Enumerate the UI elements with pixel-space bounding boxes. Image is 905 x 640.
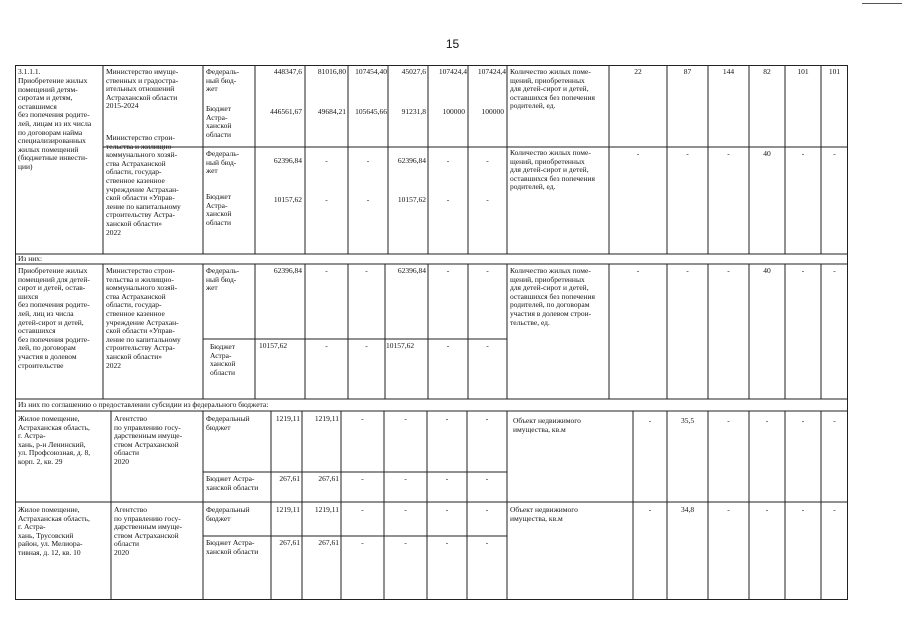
indicator-value: - [727, 506, 730, 514]
amount-cell: 10157,62 [259, 342, 288, 350]
amount-cell: 10157,62 [273, 196, 302, 204]
measure-name: Приобретение жилых помещений детям- сиротам и детям, оставшимся без попечения родите- лей, лицам из их числа по договорам найма специализированных жилых помещений (бюджетные инвести- ции) [18, 77, 92, 171]
source-federal-label: Федераль- ный бюд- жет [206, 267, 240, 293]
amount-cell: 1219,11 [314, 506, 339, 514]
indicator-value: - [833, 267, 836, 275]
amount-cell: 100000 [481, 108, 504, 116]
amount-cell: - [361, 539, 364, 547]
amount-cell: 107424,4 [438, 68, 467, 76]
indicator-value: 82 [763, 68, 771, 76]
amount-cell: - [445, 506, 449, 514]
indicator-value: - [648, 417, 652, 425]
indicator-value: - [727, 267, 730, 275]
amount-cell: - [325, 267, 328, 275]
amount-cell: - [486, 267, 489, 275]
amount-cell: 267,61 [318, 475, 339, 483]
amount-cell: - [485, 506, 489, 514]
amount-cell: 49684,21 [317, 108, 346, 116]
amount-cell: - [486, 157, 489, 165]
amount-cell: - [361, 415, 364, 423]
amount-cell: - [325, 342, 328, 350]
property-address: Жилое помещение, Астраханская область, г. Астра- хань, р-н Ленинский, ул. Профсоюзная, д. 8, корп. 2, кв. 29 [18, 415, 91, 466]
amount-cell: 62396,84 [397, 267, 426, 275]
amount-cell: 100000 [442, 108, 465, 116]
amount-cell: 448347,6 [273, 68, 302, 76]
amount-cell: 45027,6 [401, 68, 426, 76]
indicator-text: Количество жилых поме- щений, приобретенных для детей-сирот и детей, оставшихся без попечения родителей, по договорам участия в долевом строи- тельстве, ед. [510, 267, 595, 327]
indicator-text: Количество жилых поме- щений, приобретенных для детей-сирот и детей, оставшихся без попечения родителей, ед. [510, 149, 595, 192]
indicator-value: - [686, 150, 689, 158]
amount-cell: 81016,80 [317, 68, 346, 76]
page-corner-mark [862, 3, 902, 4]
indicator-value: - [833, 150, 836, 158]
executor-property-ministry: Министерство имуще- ственных и градостра- ительных отношений Астраханской области 2015-2024 [106, 68, 179, 111]
amount-cell: 62396,84 [397, 157, 426, 165]
indicator-value: 22 [634, 68, 642, 76]
indicator-value: 40 [763, 150, 771, 158]
executor-property-agency: Агентство по управлению госу- дарственным имуще- ством Астраханской области 2020 [114, 506, 183, 557]
amount-cell: 1219,11 [275, 415, 300, 423]
indicator-value: - [765, 506, 769, 514]
property-address: Жилое помещение, Астраханская область, г. Астра- хань, Трусовский район, ул. Мелиора- тивная, д. 12, кв. 10 [18, 506, 90, 557]
amount-cell: - [361, 506, 364, 514]
indicator-value: - [636, 150, 640, 158]
amount-cell: - [404, 475, 407, 483]
amount-cell: - [485, 415, 489, 423]
indicator-value: - [727, 150, 730, 158]
section-label-federal-subsidy: Из них по соглашению о предоставлении субсидии из федерального бюджета: [18, 401, 269, 409]
amount-cell: - [446, 157, 450, 165]
amount-cell: - [366, 157, 370, 165]
amount-cell: 62396,84 [273, 157, 302, 165]
amount-cell: - [404, 506, 407, 514]
indicator-text: Объект недвижимого имущества, кв.м [513, 417, 581, 434]
amount-cell: - [486, 196, 489, 204]
indicator-text: Количество жилых поме- щений, приобретенных для детей-сирот и детей, оставшихся без попечения родителей, ед. [510, 68, 595, 111]
amount-cell: 267,61 [318, 539, 339, 547]
indicator-value: - [833, 506, 836, 514]
amount-cell: 91231,8 [401, 108, 426, 116]
program-table [15, 65, 848, 600]
source-regional-label: Бюджет Астра- ханской области [206, 475, 259, 492]
amount-cell: 107424,4 [477, 68, 506, 76]
section-label-of-them: Из них: [18, 255, 43, 263]
amount-cell: - [366, 196, 370, 204]
indicator-value: - [636, 267, 640, 275]
source-federal-label: Федераль- ный бюд- жет [206, 150, 240, 176]
amount-cell: - [446, 342, 450, 350]
amount-cell: 107454,40 [355, 68, 387, 76]
amount-cell: - [365, 267, 368, 275]
executor-property-agency: Агентство по управлению госу- дарственным имуще- ством Астраханской области 2020 [114, 415, 183, 466]
indicator-value: 87 [683, 68, 692, 76]
amount-cell: - [325, 157, 328, 165]
amount-cell: - [404, 415, 407, 423]
indicator-value: - [765, 417, 769, 425]
amount-cell: - [404, 539, 407, 547]
indicator-value: - [686, 267, 689, 275]
indicator-value: - [801, 417, 805, 425]
source-federal-label: Федеральный бюджет [206, 415, 250, 432]
indicator-value: 144 [722, 68, 735, 76]
amount-cell: 267,61 [279, 539, 300, 547]
amount-cell: - [325, 196, 328, 204]
amount-cell: 62396,84 [273, 267, 302, 275]
source-regional-label: Бюджет Астра- ханской области [210, 343, 236, 377]
amount-cell: - [445, 475, 449, 483]
amount-cell: - [485, 475, 489, 483]
amount-cell: - [485, 539, 489, 547]
amount-cell: 1219,11 [314, 415, 339, 423]
source-federal-label: Федеральный бюджет [206, 506, 250, 523]
amount-cell: 446561,67 [270, 108, 302, 116]
amount-cell: - [446, 196, 450, 204]
indicator-value: 34,8 [680, 506, 695, 514]
source-regional-label: Бюджет Астра- ханской области [206, 193, 232, 227]
indicator-value: 101 [797, 68, 809, 76]
executor-construction-ministry: Министерство строи- тельства и жилищно- коммунального хозяй- ства Астраханской области, государ- ственное казенное учреждение Астрахан- ской области «Управ- ление по капитальному строительству Астра- ханской области» 2022 [106, 134, 181, 237]
amount-cell: - [365, 342, 368, 350]
indicator-value: - [727, 417, 730, 425]
indicator-value: - [801, 506, 805, 514]
amount-cell: - [445, 539, 449, 547]
executor-construction-ministry: Министерство строи- тельства и жилищно- коммунального хозяй- ства Астраханской области, государ- ственное казенное учреждение Астрахан- ской области «Управ- ление по капитальному строительству Астра- ханской области» 2022 [106, 267, 181, 370]
amount-cell: - [446, 267, 450, 275]
indicator-value: 40 [763, 267, 771, 275]
indicator-value: - [648, 506, 652, 514]
amount-cell: 10157,62 [397, 196, 426, 204]
measure-code: 3.1.1.1. [18, 68, 41, 76]
page-number: 15 [445, 37, 460, 51]
amount-cell: - [486, 342, 489, 350]
indicator-value: 101 [828, 68, 841, 76]
source-federal-label: Федераль- ный бюд- жет [206, 68, 240, 94]
source-regional-label: Бюджет Астра- ханской области [206, 539, 259, 556]
amount-cell: 267,61 [279, 475, 300, 483]
indicator-value: - [801, 150, 805, 158]
amount-cell: - [445, 415, 449, 423]
indicator-value: - [833, 417, 836, 425]
indicator-text: Объект недвижимого имущества, кв.м [510, 506, 578, 523]
amount-cell: 1219,11 [275, 506, 300, 514]
source-regional-label: Бюджет Астра- ханской области [206, 105, 232, 139]
amount-cell: 105645,66 [355, 108, 387, 116]
indicator-value: - [801, 267, 805, 275]
amount-cell: 10157,62 [386, 342, 415, 350]
measure-name: Приобретение жилых помещений для детей- сирот и детей, остав- шихся без попечения родите- лей, лиц из числа детей-сирот и детей, оставшихся без попечения родите- лей, по договорам участия в долевом строительстве [18, 267, 90, 370]
indicator-value: 35,5 [680, 417, 695, 425]
amount-cell: - [361, 475, 364, 483]
